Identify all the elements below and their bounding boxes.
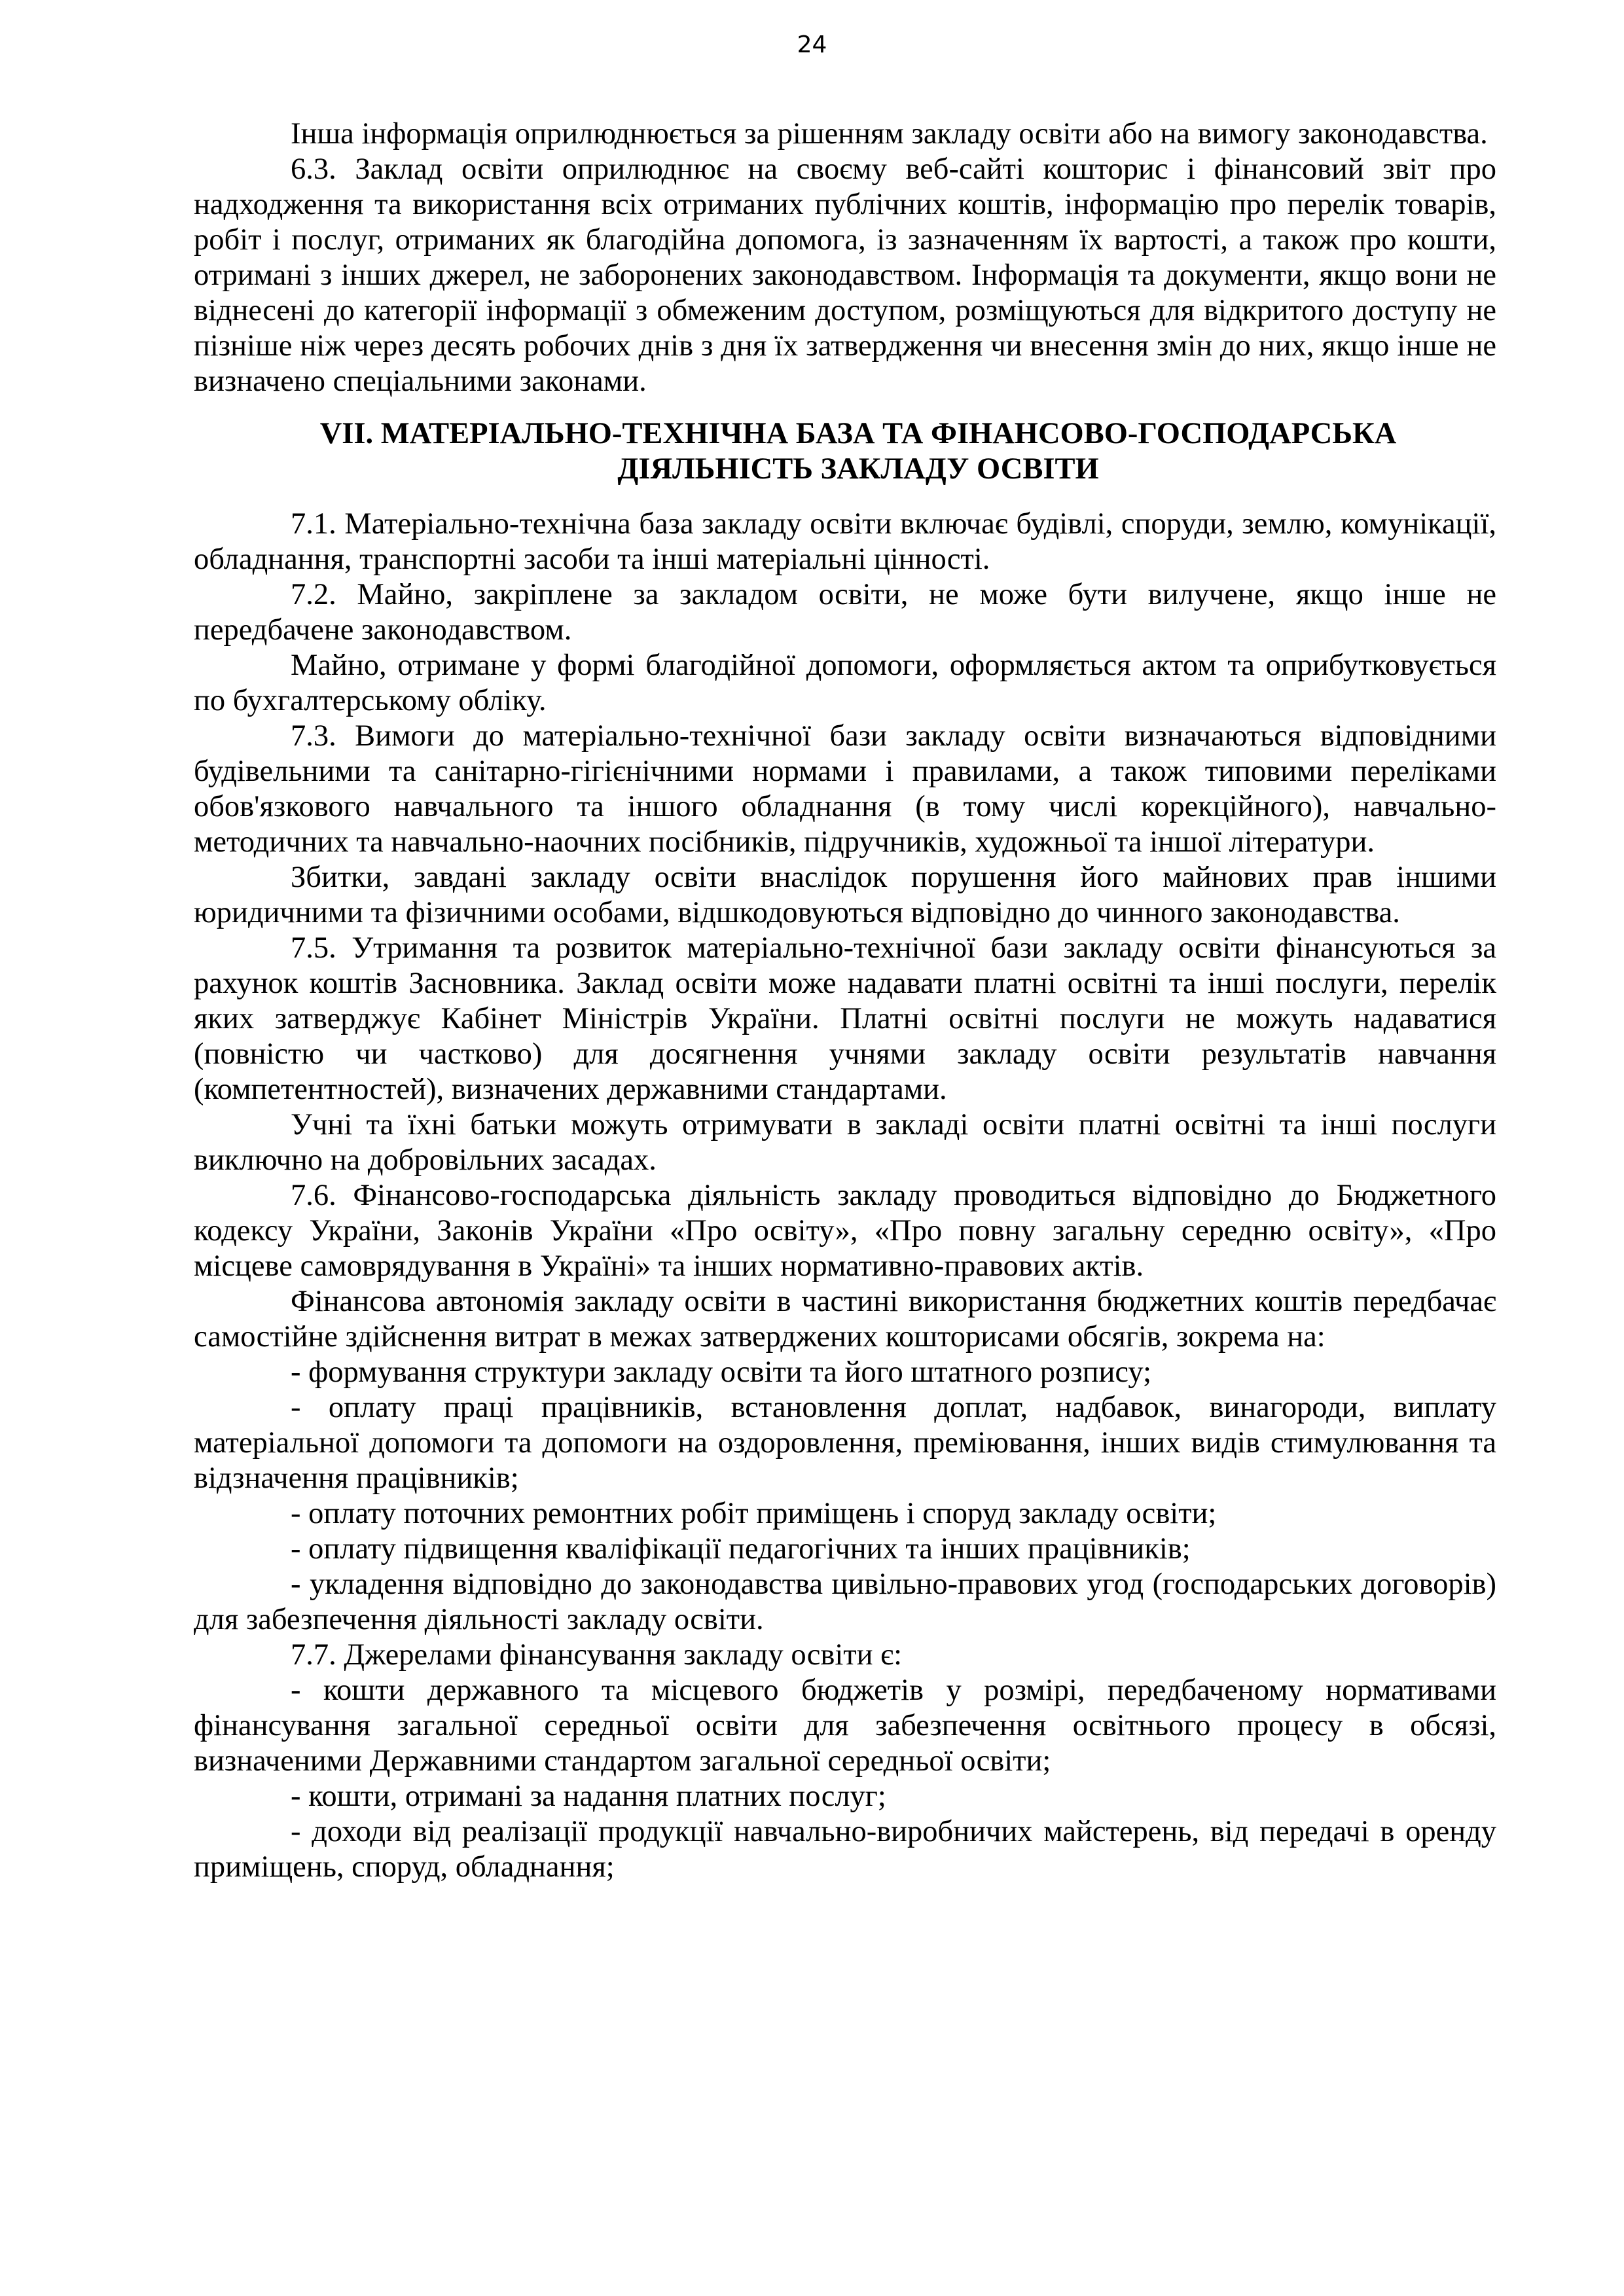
list-item-workshop-income: - доходи від реалізації продукції навчально-виробничих майстерень, від передачі в оренду приміщень, споруд, обладнання; <box>194 1815 1496 1884</box>
paragraph-7-2: 7.2. Майно, закріплене за закладом освіти, не може бути вилучене, якщо інше не передбачене законодавством. <box>194 578 1496 647</box>
paragraph-charity-property: Майно, отримане у формі благодійної допомоги, оформляється актом та оприбутковується по бухгалтерському обліку. <box>194 649 1496 717</box>
paragraph-7-3: 7.3. Вимоги до матеріально-технічної бази закладу освіти визначаються відповідними будівельними та санітарно-гігієнічними нормами і правилами, а також типовими переліками обов'язкового навчального та іншого обладнання (в тому числі корекційного), навчально-методичних та навчально-наочних посібників, підручників, художньої та іншої літератури. <box>194 719 1496 859</box>
paragraph-6-3: 6.3. Заклад освіти оприлюднює на своєму веб-сайті кошторис і фінансовий звіт про надходження та використання всіх отриманих публічних коштів, інформацію про перелік товарів, робіт і послуг, отриманих як благодійна допомога, із зазначенням їх вартості, а також про кошти, отримані з інших джерел, не заборонених законодавством. Інформація та документи, якщо вони не віднесені до категорії інформації з обмеженим доступом, розміщуються для відкритого доступу не пізніше ніж через десять робочих днів з дня їх затвердження чи внесення змін до них, якщо інше не визначено спеціальними законами. <box>194 152 1496 398</box>
paragraph-paid-services: Учні та їхні батьки можуть отримувати в закладі освіти платні освітні та інші послуги виключно на добровільних засадах. <box>194 1108 1496 1177</box>
document-body <box>194 117 1496 1885</box>
paragraph-7-6: 7.6. Фінансово-господарська діяльність закладу проводиться відповідно до Бюджетного кодексу України, Законів України «Про освіту», «Про повну загальну середню освіту», «Про місцеве самоврядування в Україні» та інших нормативно-правових актів. <box>194 1179 1496 1283</box>
section-heading-line-2: ДІЯЛЬНІСТЬ ЗАКЛАДУ ОСВІТИ <box>617 452 1099 486</box>
list-item-paid-services-funds: - кошти, отримані за надання платних послуг; <box>291 1780 886 1813</box>
paragraph-damages: Збитки, завдані закладу освіти внаслідок порушення його майнових прав іншими юридичними та фізичними особами, відшкодовуються відповідно до чинного законодавства. <box>194 861 1496 929</box>
list-item-staff-structure: - формування структури закладу освіти та його штатного розпису; <box>291 1355 1151 1389</box>
paragraph-7-1: 7.1. Матеріально-технічна база закладу освіти включає будівлі, споруди, землю, комунікації, обладнання, транспортні засоби та інші матеріальні цінності. <box>194 507 1496 576</box>
paragraph-7-7: 7.7. Джерелами фінансування закладу освіти є: <box>291 1638 903 1672</box>
section-heading-line-1: VII. МАТЕРІАЛЬНО-ТЕХНІЧНА БАЗА ТА ФІНАНСОВО-ГОСПОДАРСЬКА <box>319 417 1397 450</box>
list-item-budget-funds: - кошти державного та місцевого бюджетів у розмірі, передбаченому нормативами фінансування загальної середньої освіти для забезпечення освітнього процесу в обсязі, визначеними Державними стандартом загальної середньої освіти; <box>194 1674 1496 1778</box>
list-item-repairs: - оплату поточних ремонтних робіт приміщень і споруд закладу освіти; <box>291 1497 1217 1530</box>
page-number: 24 <box>797 31 827 58</box>
paragraph-financial-autonomy: Фінансова автономія закладу освіти в частині використання бюджетних коштів передбачає самостійне здійснення витрат в межах затверджених кошторисами обсягів, зокрема на: <box>194 1285 1496 1354</box>
paragraph-7-5: 7.5. Утримання та розвиток матеріально-технічної бази закладу освіти фінансуються за рахунок коштів Засновника. Заклад освіти може надавати платні освітні та інші послуги, перелік яких затверджує Кабінет Міністрів України. Платні освітні послуги не можуть надаватися (повністю чи частково) для досягнення учнями закладу освіти результатів навчання (компетентностей), визначених державними стандартами. <box>194 931 1496 1106</box>
list-item-qualification: - оплату підвищення кваліфікації педагогічних та інших працівників; <box>291 1532 1191 1566</box>
section-heading <box>194 416 1496 487</box>
list-item-salaries: - оплату праці працівників, встановлення доплат, надбавок, винагороди, виплату матеріальної допомоги та допомоги на оздоровлення, преміювання, інших видів стимулювання та відзначення працівників; <box>194 1391 1496 1495</box>
paragraph-other-info: Інша інформація оприлюднюється за рішенням закладу освіти або на вимогу законодавства. <box>291 117 1488 151</box>
list-item-contracts: - укладення відповідно до законодавства цивільно-правових угод (господарських договорів) для забезпечення діяльності закладу освіти. <box>194 1568 1496 1636</box>
